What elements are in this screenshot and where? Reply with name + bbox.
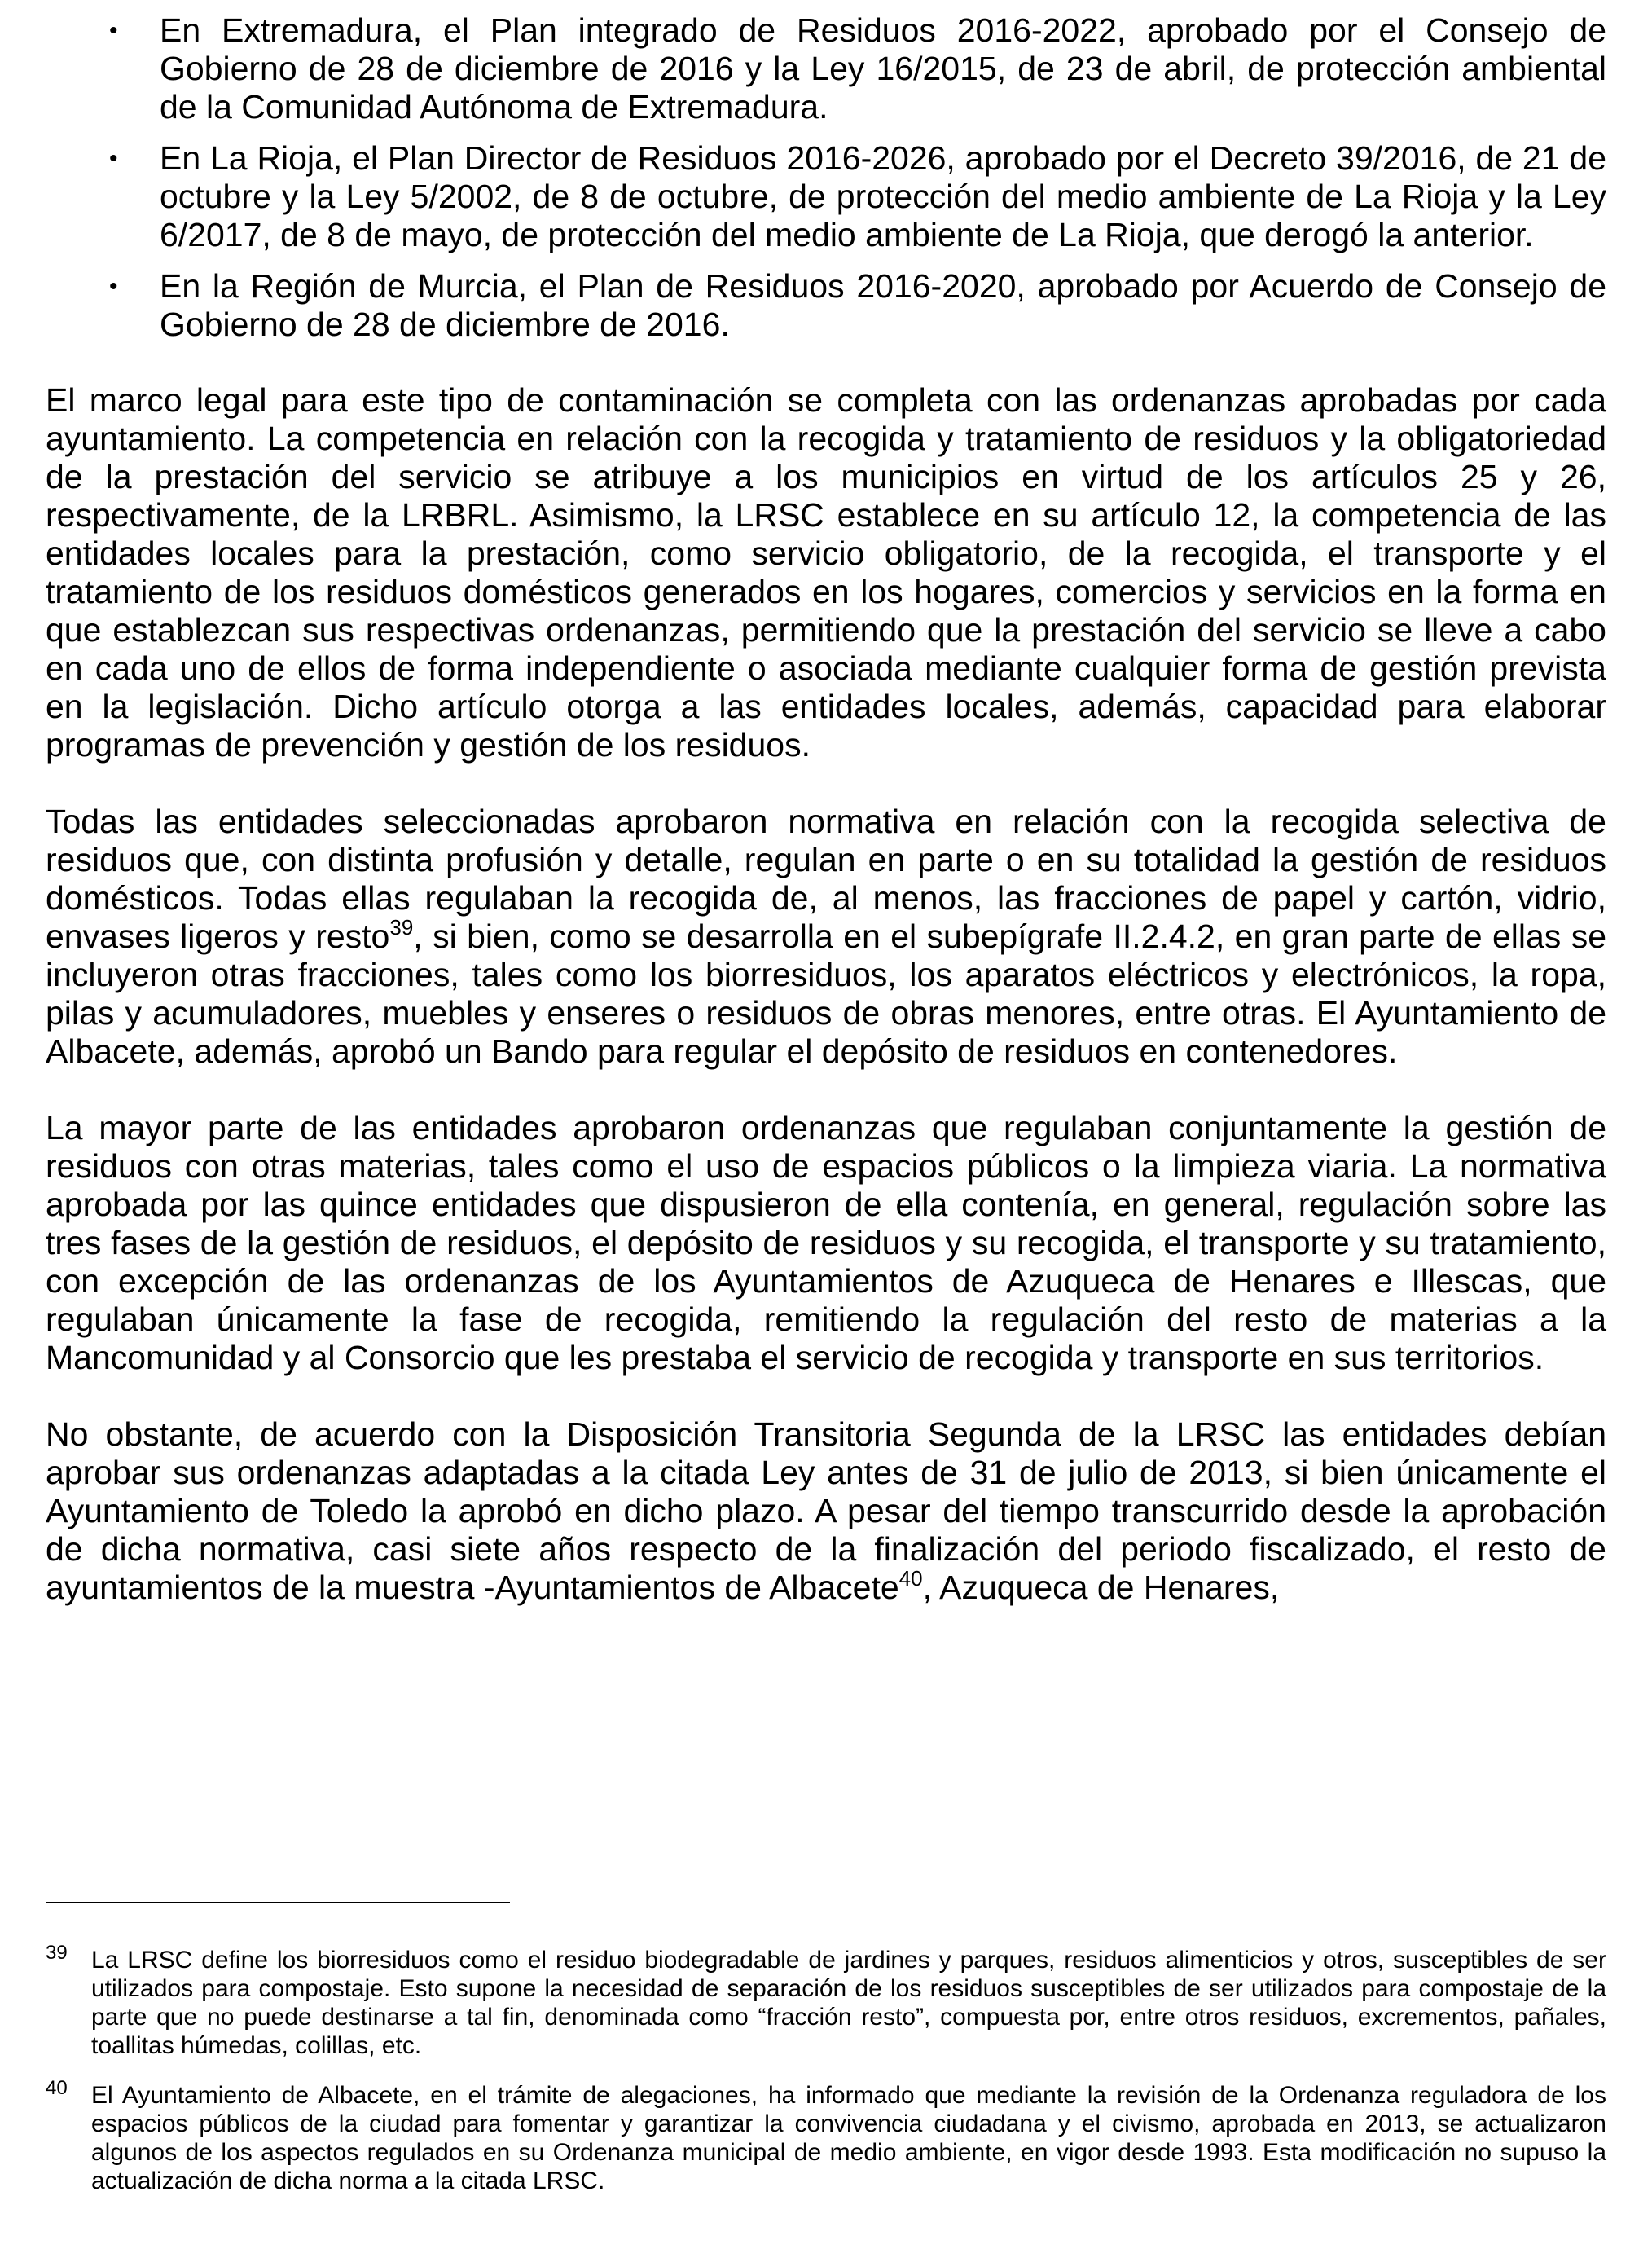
list-item-la-rioja (46, 139, 1606, 254)
list-item-text: En Extremadura, el Plan integrado de Residuos 2016-2022, aprobado por el Consejo de Gobierno de 28 de diciembre de 2016 y la Ley 16/2015, de 23 de abril, de protección ambiental de la Comunidad Autónoma de Extremadura. (160, 11, 1606, 125)
paragraph-legal-framework: El marco legal para este tipo de contaminación se completa con las ordenanzas aprobadas por cada ayuntamiento. La competencia en relación con la recogida y tratamiento de residuos y la obligatoriedad de la prestación del servicio se atribuye a los municipios en virtud de los artículos 25 y 26, respectivamente, de la LRBRL. Asimismo, la LRSC establece en su artículo 12, la competencia de las entidades locales para la prestación, como servicio obligatorio, de la recogida, el transporte y el tratamiento de los residuos domésticos generados en los hogares, comercios y servicios en la forma en que establezcan sus respectivas ordenanzas, permitiendo que la prestación del servicio se lleve a cabo en cada uno de ellos de forma independiente o asociada mediante cualquier forma de gestión prevista en la legislación. Dicho artículo otorga a las entidades locales, además, capacidad para elaborar programas de prevención y gestión de los residuos. (46, 381, 1606, 764)
footnote-text: El Ayuntamiento de Albacete, en el trámite de alegaciones, ha informado que mediante la revisión de la Ordenanza reguladora de los espacios públicos de la ciudad para fomentar y garantizar la convivencia ciudadana y el civismo, aprobada en 2013, se actualizaron algunos de los aspectos regulados en su Ordenanza municipal de medio ambiente, en vigor desde 1993. Esta modificación no supuso la actualización de dicha norma a la citada LRSC. (91, 2082, 1606, 2194)
list-item-text: En la Región de Murcia, el Plan de Residuos 2016-2020, aprobado por Acuerdo de Consejo de Gobierno de 28 de diciembre de 2016. (160, 267, 1606, 343)
footnote-ref-39[interactable]: 39 (389, 915, 414, 940)
footnote-text: La LRSC define los biorresiduos como el residuo biodegradable de jardines y parques, residuos alimenticios y otros, susceptibles de ser utilizados para compostaje. Esto supone la necesidad de separación de los residuos susceptibles de ser utilizados para compostaje de la parte que no puede destinarse a tal fin, denominada como “fracción resto”, compuesta por, entre otros residuos, excrementos, pañales, toallitas húmedas, colillas, etc. (91, 1947, 1606, 2059)
footnotes (46, 1942, 1606, 2216)
paragraph-text: No obstante, de acuerdo con la Disposición Transitoria Segunda de la LRSC las entidades debían aprobar sus ordenanzas adaptadas a la citada Ley antes de 31 de julio de 2013, si bien únicamente el Ayuntamiento de Toledo la aprobó en dicho plazo. A pesar del tiempo transcurrido desde la aprobación de dicha normativa, casi siete años respecto de la finalización del periodo fiscalizado, el resto de ayuntamientos de la muestra -Ayuntamientos de Albacete (46, 1415, 1606, 1606)
footnote-40 (46, 2077, 1606, 2195)
bullet-icon: • (109, 17, 118, 44)
paragraph-selective-collection (46, 803, 1606, 1071)
list-item-extremadura (46, 11, 1606, 126)
bullet-icon: • (109, 273, 118, 300)
footnote-number: 40 (46, 2077, 68, 2099)
footnote-separator (46, 1902, 510, 1903)
list-item-text: En La Rioja, el Plan Director de Residuos 2016-2026, aprobado por el Decreto 39/2016, de 21 de octubre y la Ley 5/2002, de 8 de octubre, de protección del medio ambiente de La Rioja y la Ley 6/2017, de 8 de mayo, de protección del medio ambiente de La Rioja, que derogó la anterior. (160, 139, 1606, 253)
region-plans-list (46, 11, 1606, 344)
list-item-murcia (46, 267, 1606, 344)
footnote-ref-40[interactable]: 40 (898, 1566, 923, 1591)
document-page (46, 11, 1606, 1645)
paragraph-transitional-provision (46, 1415, 1606, 1607)
footnote-39 (46, 1942, 1606, 2060)
paragraph-text: , si bien, como se desarrolla en el subepígrafe II.2.4.2, en gran parte de ellas se incluyeron otras fracciones, tales como los biorresiduos, los aparatos eléctricos y electrónicos, la ropa, pilas y acumuladores, muebles y enseres o residuos de obras menores, entre otras. El Ayuntamiento de Albacete, además, aprobó un Bando para regular el depósito de residuos en contenedores. (46, 918, 1606, 1070)
bullet-icon: • (109, 145, 118, 172)
paragraph-text: Todas las entidades seleccionadas aprobaron normativa en relación con la recogida selectiva de residuos que, con distinta profusión y detalle, regulan en parte o en su totalidad la gestión de residuos domésticos. Todas ellas regulaban la recogida de, al menos, las fracciones de papel y cartón, vidrio, envases ligeros y resto (46, 803, 1606, 955)
paragraph-ordinances: La mayor parte de las entidades aprobaron ordenanzas que regulaban conjuntamente la gestión de residuos con otras materias, tales como el uso de espacios públicos o la limpieza viaria. La normativa aprobada por las quince entidades que dispusieron de ella contenía, en general, regulación sobre las tres fases de la gestión de residuos, el depósito de residuos y su recogida, el transporte y su tratamiento, con excepción de las ordenanzas de los Ayuntamientos de Azuqueca de Henares e Illescas, que regulaban únicamente la fase de recogida, remitiendo la regulación del resto de materias a la Mancomunidad y al Consorcio que les prestaba el servicio de recogida y transporte en sus territorios. (46, 1109, 1606, 1376)
paragraph-text: , Azuqueca de Henares, (922, 1569, 1280, 1606)
footnote-number: 39 (46, 1942, 68, 1964)
